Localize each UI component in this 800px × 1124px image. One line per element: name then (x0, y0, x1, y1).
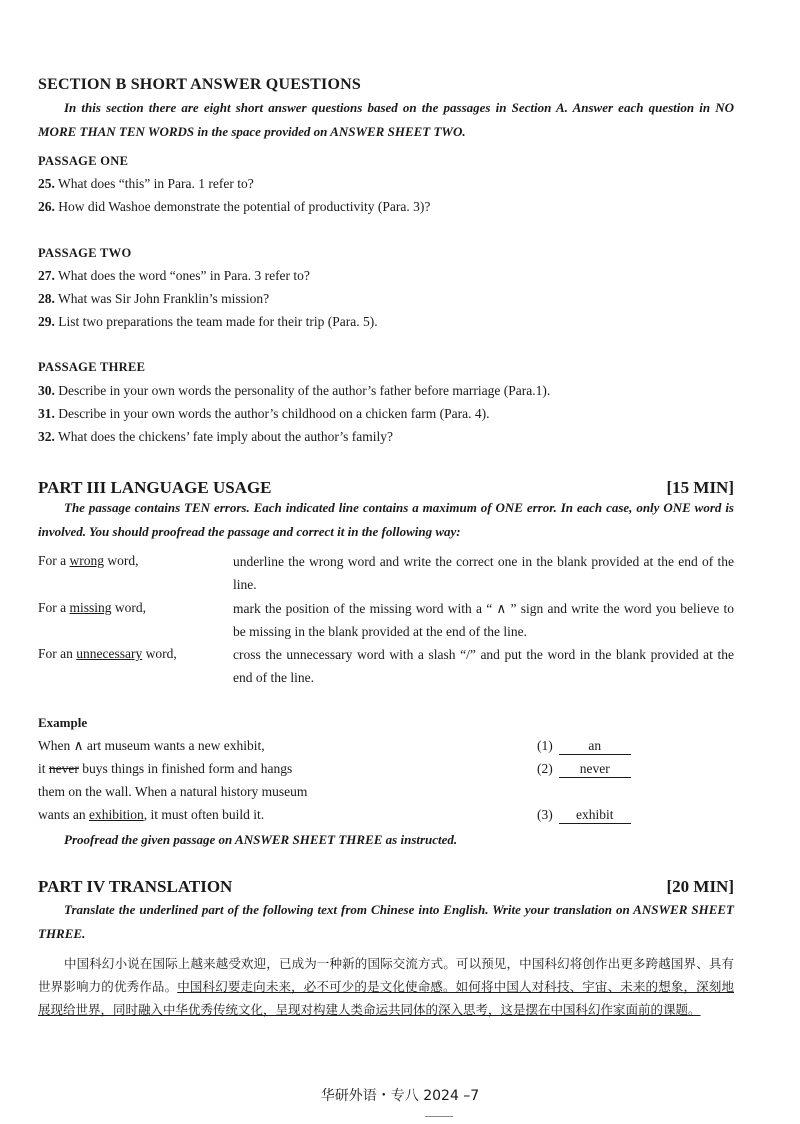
page-footer: 华研外语・专八 2024 –7 (320, 1088, 480, 1104)
example-answer-1: (1) an (537, 738, 631, 755)
part4-time: [20 MIN] (666, 877, 734, 896)
marking-desc-unnecessary: cross the unnecessary word with a slash “/” and put the word in the blank provided at the end of the line. (233, 647, 734, 685)
footer-rule (425, 1116, 453, 1117)
marking-desc-missing: mark the position of the missing word with a “ ∧ ” sign and write the word you believe to be missing in the blank provided at the end of the line. (233, 601, 734, 639)
question-32: 32. What does the chickens’ fate imply about the author’s family? (38, 429, 394, 444)
marking-label-unnecessary: For an unnecessary word, (38, 646, 177, 661)
example-line-4: wants an exhibition, it must often build it. (38, 807, 265, 822)
question-31: 31. Describe in your own words the author’s childhood on a chicken farm (Para. 4). (38, 406, 490, 421)
part3-time: [15 MIN] (666, 478, 734, 497)
question-27: 27. What does the word “ones” in Para. 3 refer to? (38, 268, 310, 283)
question-25: 25. What does “this” in Para. 1 refer to? (38, 176, 254, 191)
translation-underlined: 中国科幻要走向未来，必不可少的是文化使命感。如何将中国人对科技、宇宙、未来的想象，深刻地展现给世界，同时融入中华优秀传统文化，呈现对构建人类命运共同体的深入思考，这是摆在中国科幻作家面前的课题。 (38, 979, 734, 1017)
marking-label-missing: For a missing word, (38, 600, 147, 615)
example-answer-3: (3) exhibit (537, 807, 631, 824)
marking-label-wrong: For a wrong word, (38, 553, 139, 568)
struck-word: never (48, 761, 79, 776)
section-b-heading: SECTION B SHORT ANSWER QUESTIONS (38, 76, 361, 93)
question-28: 28. What was Sir John Franklin’s mission? (38, 291, 270, 306)
part4-heading: PART IV TRANSLATION (38, 877, 233, 896)
part4-instruction: Translate the underlined part of the following text from Chinese into English. Write your translation on ANSWER SHEET THREE. (38, 902, 734, 941)
question-29: 29. List two preparations the team made for their trip (Para. 5). (38, 314, 378, 329)
section-b-instruction: In this section there are eight short answer questions based on the passages in Section A. Answer each question in NO MORE THAN TEN WORDS in the space provided on ANSWER SHEET TWO. (38, 100, 734, 139)
example-answer-2: (2) never (537, 761, 631, 778)
insert-mark: ∧ (73, 738, 84, 753)
translation-text (38, 952, 734, 1021)
example-heading: Example (38, 715, 88, 730)
translation-context: 中国科幻小说在国际上越来越受欢迎，已成为一种新的国际交流方式。可以预见，中国科幻将创作出更多跨越国界、具有世界影响力的优秀作品。 (38, 956, 734, 994)
marking-desc-wrong: underline the wrong word and write the correct one in the blank provided at the end of the line. (233, 554, 734, 592)
passage-three-title: PASSAGE THREE (38, 360, 146, 374)
part3-closing: Proofread the given passage on ANSWER SHEET THREE as instructed. (64, 832, 458, 847)
question-30: 30. Describe in your own words the personality of the author’s father before marriage (Para.1). (38, 383, 551, 398)
question-26: 26. How did Washoe demonstrate the potential of productivity (Para. 3)? (38, 199, 431, 214)
underlined-word: exhibition (89, 807, 144, 822)
example-line-1: When ∧ art museum wants a new exhibit, (38, 738, 265, 753)
example-line-2: it never buys things in finished form and hangs (38, 761, 293, 776)
part3-heading: PART III LANGUAGE USAGE (38, 478, 272, 497)
part3-instruction: The passage contains TEN errors. Each indicated line contains a maximum of ONE error. In each case, only ONE word is involved. You should proofread the passage and correct it in the following way: (38, 500, 734, 539)
example-line-3: them on the wall. When a natural history museum (38, 784, 308, 799)
passage-two-title: PASSAGE TWO (38, 246, 132, 260)
passage-one-title: PASSAGE ONE (38, 154, 129, 168)
